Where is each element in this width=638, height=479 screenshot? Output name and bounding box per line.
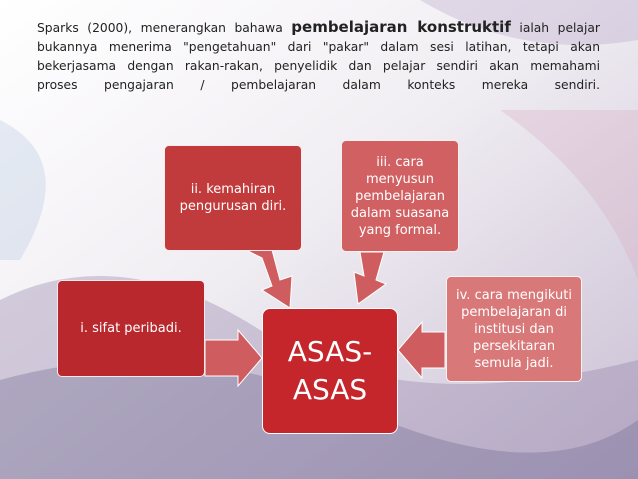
item-kemahiran-pengurusan (164, 145, 302, 251)
intro-line-1-end: ialah pelajar (519, 21, 600, 35)
intro-line-1-start: Sparks (2000), menerangkan bahawa (37, 21, 283, 35)
center-label: ASAS-ASAS (287, 335, 373, 406)
arrow-from-item-3 (354, 252, 386, 304)
arrow-from-item-2 (246, 250, 292, 308)
item-sifat-peribadi (57, 280, 205, 377)
item-1-label: i. sifat peribadi. (80, 321, 182, 336)
item-3-label: iii. cara menyusun pembelajaran dalam suasana yang formal. (350, 154, 450, 238)
arrow-from-item-1 (205, 330, 262, 386)
center-node-asas (262, 308, 398, 434)
item-cara-mengikuti (446, 276, 582, 382)
item-2-label: ii. kemahiran pengurusan diri. (179, 182, 287, 214)
intro-emphasis: pembelajaran konstruktif (291, 18, 511, 36)
intro-line-3: bekerjasama dengan rakan-rakan, penyelidik dan pelajar sendiri akan memahami (37, 59, 600, 73)
intro-line-2: bukannya menerima "pengetahuan" dari "pakar" dalam sesi latihan, tetapi akan (37, 40, 600, 54)
arrow-from-item-4 (398, 322, 445, 378)
item-4-label: iv. cara mengikuti pembelajaran di institusi dan persekitaran semula jadi. (456, 287, 572, 371)
intro-line-4: proses pengajaran / pembelajaran dalam konteks mereka sendiri. (37, 78, 600, 92)
item-cara-menyusun (341, 140, 459, 252)
